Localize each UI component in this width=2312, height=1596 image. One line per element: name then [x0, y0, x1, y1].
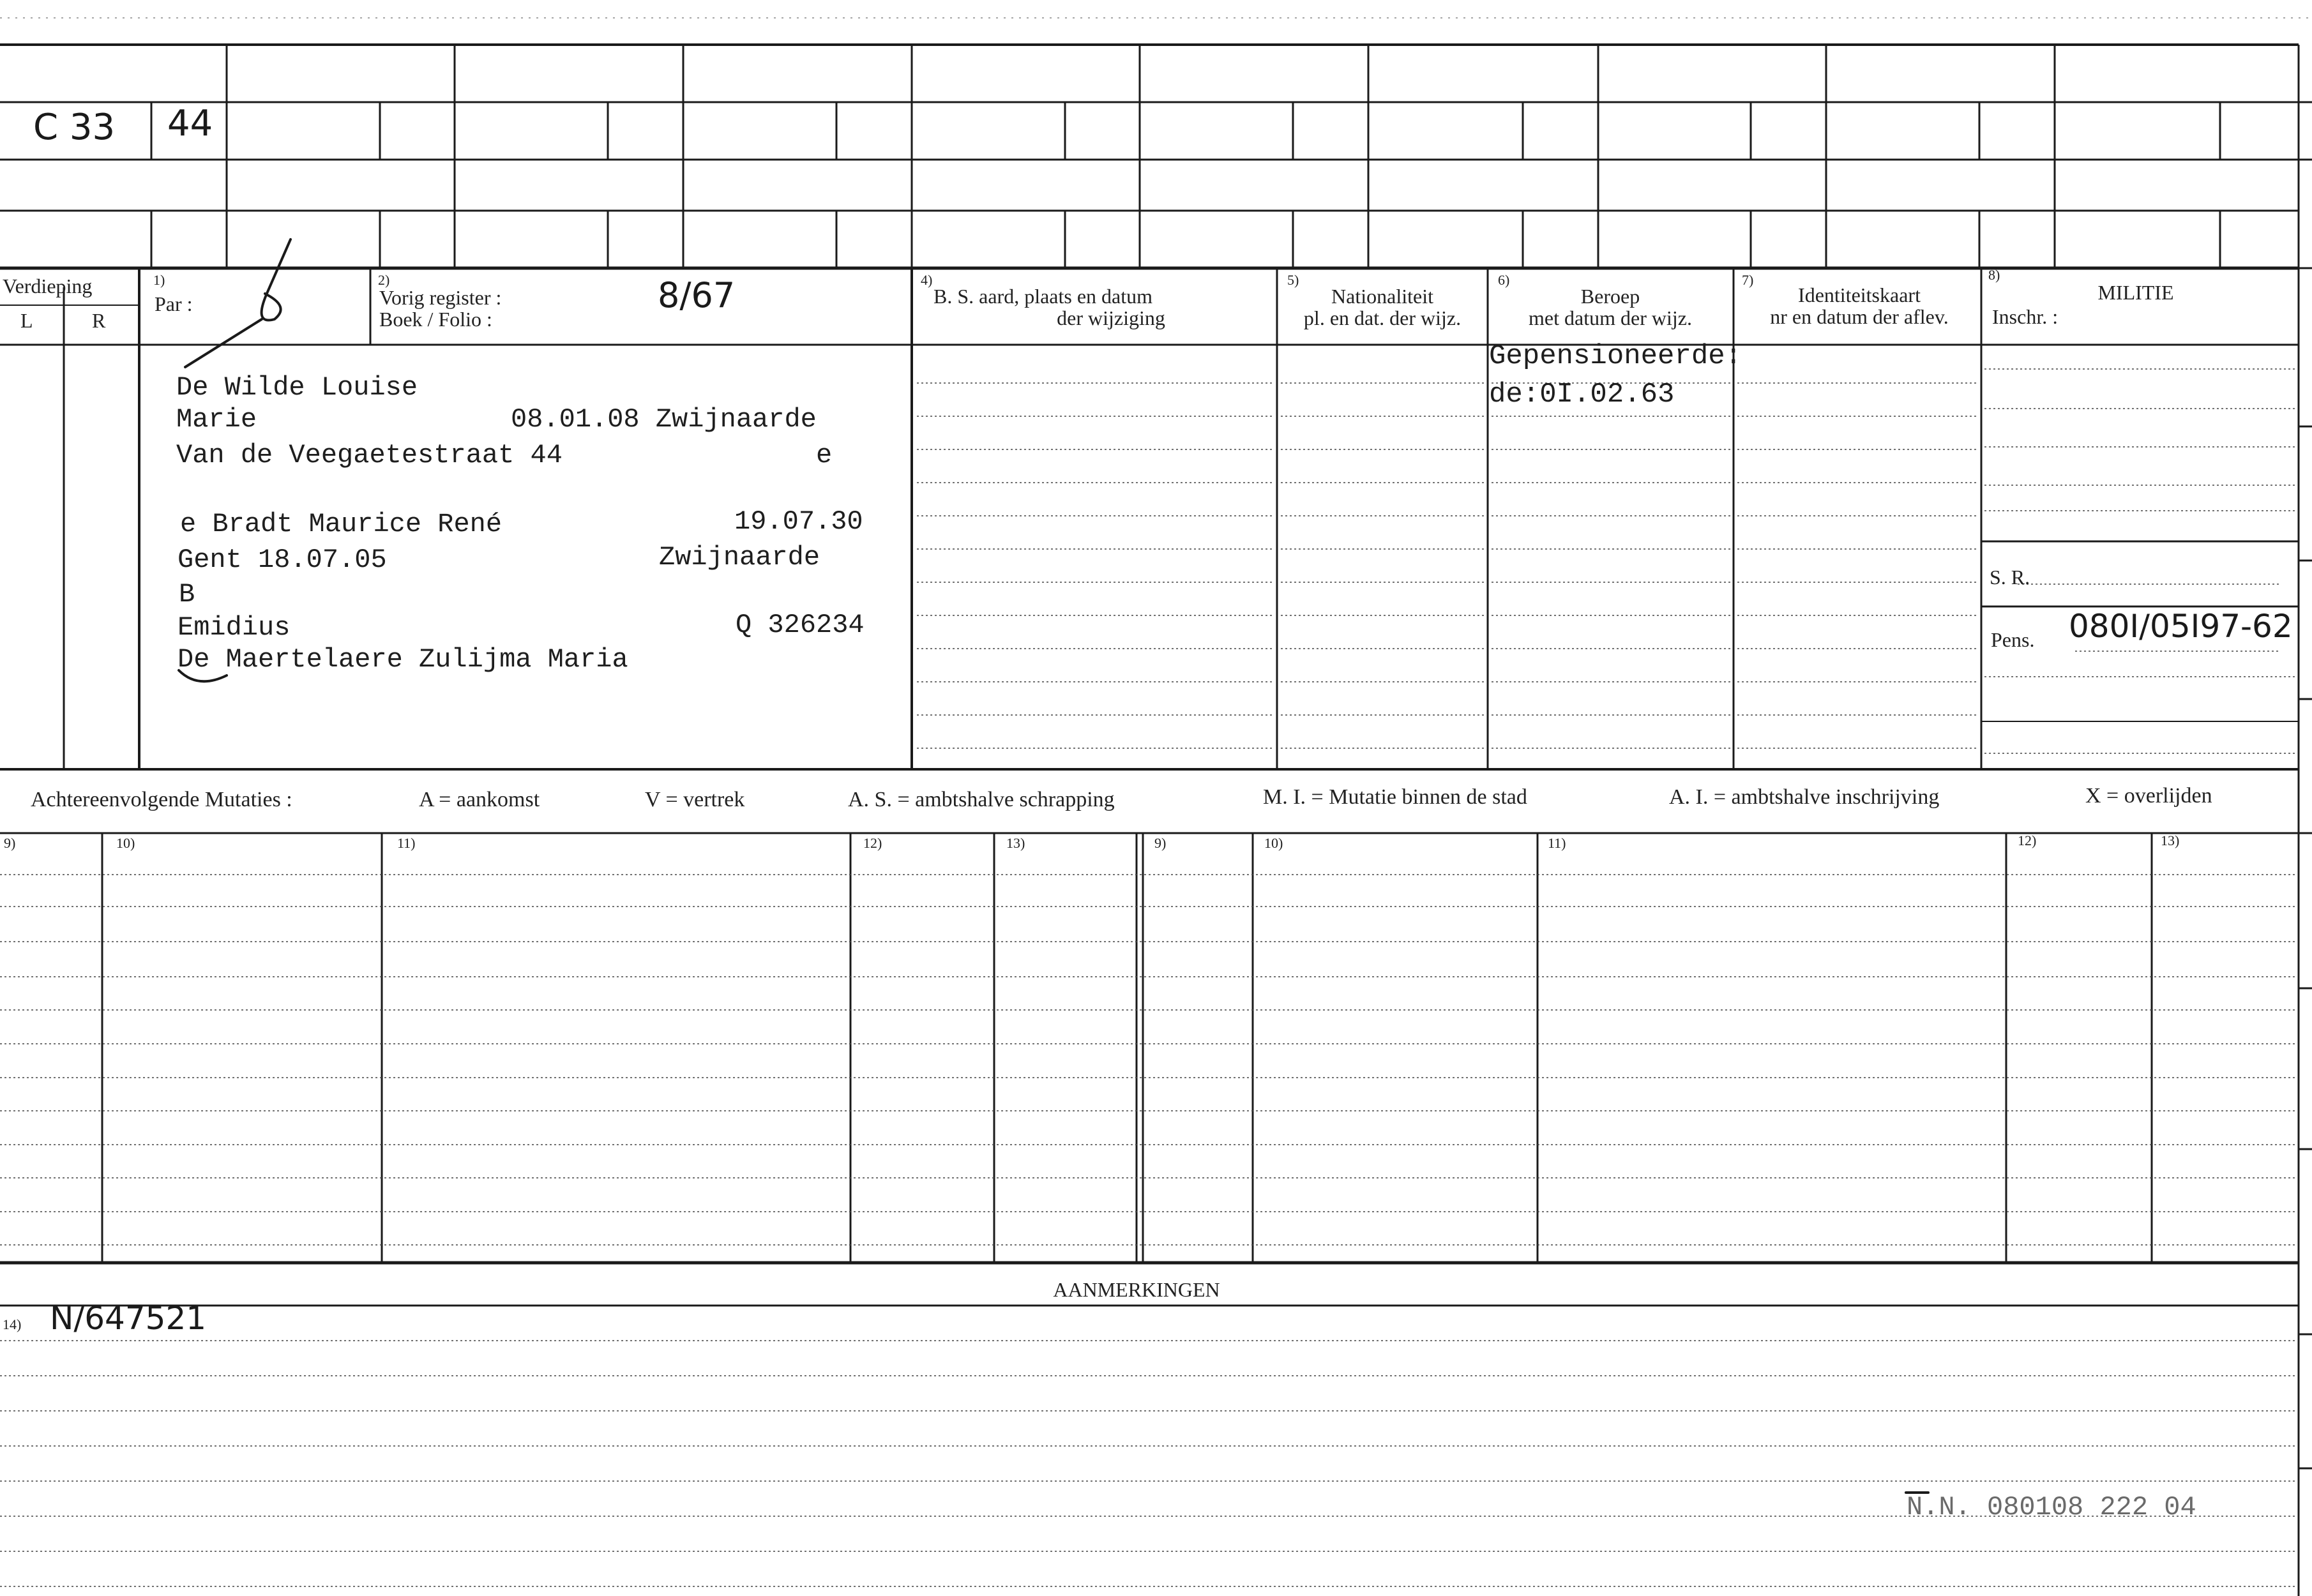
person-line-3-mark: e: [816, 440, 833, 471]
legend-item-mutatie: M. I. = Mutatie binnen de stad: [1263, 785, 1527, 809]
person-line-5-place: Gent 18.07.05: [178, 545, 387, 575]
mutation-col-13b: 13): [2161, 832, 2180, 848]
militie-header: MILITIE: [2097, 281, 2174, 304]
person-line-4-date: 19.07.30: [734, 506, 863, 537]
legend-item-inschrijving: A. I. = ambtshalve inschrijving: [1669, 785, 1940, 809]
beroep-entry-line1: Gepensioneerde:: [1489, 340, 1742, 372]
col-l-label: L: [20, 309, 33, 332]
par-label: Par :: [155, 292, 193, 315]
bs-header-line1: B. S. aard, plaats en datum: [933, 285, 1153, 308]
mutation-col-12: 12): [863, 835, 882, 851]
identiteitskaart-header-line2: nr en datum der aflev.: [1770, 305, 1949, 328]
mutation-col-11: 11): [397, 835, 416, 851]
beroep-header-line2: met datum der wijz.: [1529, 306, 1692, 329]
person-line-3: Van de Veegaetestraat 44: [176, 440, 563, 471]
person-line-2-birth: 08.01.08 Zwijnaarde: [511, 404, 817, 435]
footnote-1: 1): [153, 272, 165, 288]
mutation-col-12b: 12): [2018, 832, 2037, 848]
legend-item-overlijden: X = overlijden: [2085, 784, 2212, 808]
person-line-6: B: [179, 579, 195, 610]
footnote-2: 2): [378, 272, 390, 288]
bs-header-line2: der wijziging: [1057, 306, 1165, 329]
footnote-14: 14): [3, 1316, 22, 1332]
remarks-entry: N/647521: [50, 1300, 207, 1337]
mutation-col-13: 13): [1006, 835, 1025, 851]
person-line-8: De Maertelaere Zulijma Maria: [178, 644, 628, 675]
register-value: 8/67: [658, 275, 736, 315]
national-number: N.N. 080108 222 04: [1907, 1492, 2196, 1523]
legend-item-aankomst: A = aankomst: [419, 788, 540, 811]
boek-folio-label: Boek / Folio :: [379, 308, 492, 331]
card-number: 44: [167, 103, 213, 144]
verdieping-label: Verdieping: [3, 275, 93, 297]
person-line-4-name: e Bradt Maurice René: [180, 509, 502, 539]
beroep-entry-line2: de:0I.02.63: [1489, 379, 1675, 410]
person-line-5-town: Zwijnaarde: [659, 542, 820, 573]
footnote-4: 4): [921, 272, 933, 288]
legend-item-schrapping: A. S. = ambtshalve schrapping: [848, 788, 1115, 811]
identiteitskaart-header-line1: Identiteitskaart: [1798, 283, 1921, 306]
pens-label: Pens.: [1991, 628, 2035, 651]
mutation-col-10: 10): [116, 835, 135, 851]
footnote-5: 5): [1287, 272, 1299, 288]
person-line-1: De Wilde Louise: [176, 372, 418, 403]
card-code: C 33: [33, 107, 116, 148]
col-r-label: R: [92, 309, 106, 332]
vorig-register-label: Vorig register :: [379, 286, 502, 309]
footnote-8: 8): [1988, 267, 2000, 283]
inschr-label: Inschr. :: [1992, 305, 2059, 328]
mutation-col-11b: 11): [1548, 835, 1566, 851]
pens-value: 080I/05I97-62: [2069, 608, 2293, 645]
legend-item-vertrek: V = vertrek: [645, 788, 745, 811]
mutation-col-10b: 10): [1264, 835, 1283, 851]
beroep-header-line1: Beroep: [1580, 285, 1640, 308]
legend-title: Achtereenvolgende Mutaties :: [31, 788, 292, 811]
mutation-col-9b: 9): [1154, 835, 1167, 851]
nationaliteit-header-line1: Nationaliteit: [1331, 285, 1433, 308]
remarks-title: AANMERKINGEN: [1053, 1278, 1220, 1301]
person-line-2-name: Marie: [176, 404, 257, 435]
person-line-7-code: Q 326234: [736, 610, 865, 640]
person-line-7-name: Emidius: [178, 612, 291, 643]
sr-label: S. R.: [1990, 566, 2030, 589]
nationaliteit-header-line2: pl. en dat. der wijz.: [1303, 306, 1462, 329]
footnote-7: 7): [1742, 272, 1754, 288]
footnote-6: 6): [1498, 272, 1510, 288]
mutation-col-9: 9): [4, 835, 16, 851]
